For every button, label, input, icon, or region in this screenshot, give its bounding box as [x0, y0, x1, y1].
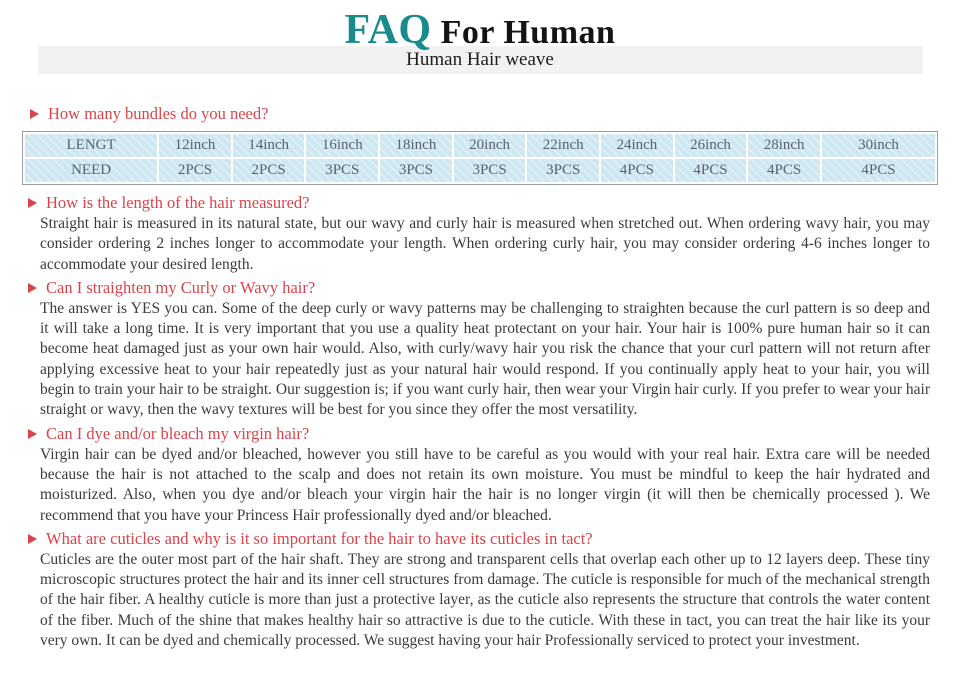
page-subtitle: Human Hair weave — [406, 49, 554, 70]
table-cell: 4PCS — [822, 159, 935, 182]
answer-straighten: The answer is YES you can. Some of the deep curly or wavy patterns may be challenging to straighten because the curl pattern is so deep and it will take a long time. It is very important that you use a quality heat protectant on your hair. Your hair is 100% pure human hair so it can become heat damaged just as your own hair would. Also, with curly/wavy hair you risk the chance that your curl pattern will not return after applying excessive heat to your hair repeatedly just as your natural hair would respond. If you continually apply heat to your hair, you will begin to train your hair to be straight. Our suggestion is; if you want curly hair, then wear your Virgin hair curly. If you prefer to wear your hair straight or wavy, then the wavy textures will be best for you since they offer the most versatility. — [40, 299, 930, 419]
table-cell: 20inch — [454, 134, 526, 157]
table-cell: 3PCS — [306, 159, 378, 182]
question-text: What are cuticles and why is it so important for the hair to have its cuticles in tact? — [46, 528, 593, 548]
table-cell: 3PCS — [454, 159, 526, 182]
table-cell: 2PCS — [159, 159, 231, 182]
page-title — [0, 0, 960, 53]
question-cuticles — [28, 529, 930, 549]
row-header: NEED — [25, 159, 157, 182]
table-cell: 16inch — [306, 134, 378, 157]
table-cell: 26inch — [675, 134, 747, 157]
question-text: Can I dye and/or bleach my virgin hair? — [46, 423, 310, 443]
table-cell: 2PCS — [233, 159, 305, 182]
arrow-icon — [28, 429, 37, 439]
faq-section-straighten — [0, 278, 960, 421]
question-straighten — [28, 278, 930, 298]
answer-dye-bleach: Virgin hair can be dyed and/or bleached, however you still have to be careful as you would with your real hair. Extra care will be needed because the hair is not attached to the scalp and does not retain its own moisture. You must be mindful to keep the hair hydrated and moisturized. Also, when you dye and/or bleach your virgin hair the hair is no longer virgin (it will then be chemically processed ). We recommend that you have your Princess Hair professionally dyed and/or bleached. — [40, 445, 930, 524]
faq-section-cuticles — [0, 529, 960, 651]
page-header — [0, 0, 960, 80]
table-cell: 12inch — [159, 134, 231, 157]
table-cell: 4PCS — [675, 159, 747, 182]
table-cell: 30inch — [822, 134, 935, 157]
question-text: How many bundles do you need? — [48, 104, 269, 123]
title-accent: FAQ — [344, 7, 432, 53]
faq-section-length — [0, 193, 960, 275]
answer-length-measured: Straight hair is measured in its natural state, but our wavy and curly hair is measured when stretched out. When ordering wavy hair, you may consider ordering 2 inches longer to accommodate your length. When ordering curly hair, you may consider ordering 4-6 inches longer to accommodate your desired length. — [40, 215, 930, 273]
table-row-length — [25, 134, 935, 157]
question-bundles — [30, 104, 930, 124]
arrow-icon — [28, 198, 37, 208]
table-cell: 14inch — [233, 134, 305, 157]
row-header: LENGT — [25, 134, 157, 157]
arrow-icon — [30, 109, 39, 119]
table-cell: 3PCS — [527, 159, 599, 182]
arrow-icon — [28, 283, 37, 293]
table-cell: 3PCS — [380, 159, 452, 182]
arrow-icon — [28, 534, 37, 544]
table-cell: 18inch — [380, 134, 452, 157]
title-main: For Human — [431, 14, 616, 51]
table-cell: 28inch — [748, 134, 820, 157]
table-row-need — [25, 159, 935, 182]
question-text: How is the length of the hair measured? — [46, 193, 310, 212]
table-cell: 22inch — [527, 134, 599, 157]
question-dye-bleach — [28, 424, 930, 444]
question-length-measured — [28, 193, 930, 213]
table-cell: 4PCS — [748, 159, 820, 182]
question-text: Can I straighten my Curly or Wavy hair? — [46, 277, 316, 297]
answer-cuticles: Cuticles are the outer most part of the hair shaft. They are strong and transparent cells that overlap each other up to 12 layers deep. These tiny microscopic structures protect the hair and its inner cell structures from damage. The cuticle is responsible for much of the mechanical strength of the hair fiber. A healthy cuticle is more than just a protective layer, as the cuticle also represents the structure that controls the water content of the fiber. Much of the shine that makes healthy hair so attractive is due to the cuticle. With these in tact, you can treat the hair like its your very own. It can be dyed and chemically processed. We suggest having your hair Professionally serviced to protect your investment. — [40, 550, 930, 650]
bundles-table — [22, 131, 938, 185]
faq-section-dye-bleach — [0, 424, 960, 526]
table-cell: 24inch — [601, 134, 673, 157]
table-cell: 4PCS — [601, 159, 673, 182]
